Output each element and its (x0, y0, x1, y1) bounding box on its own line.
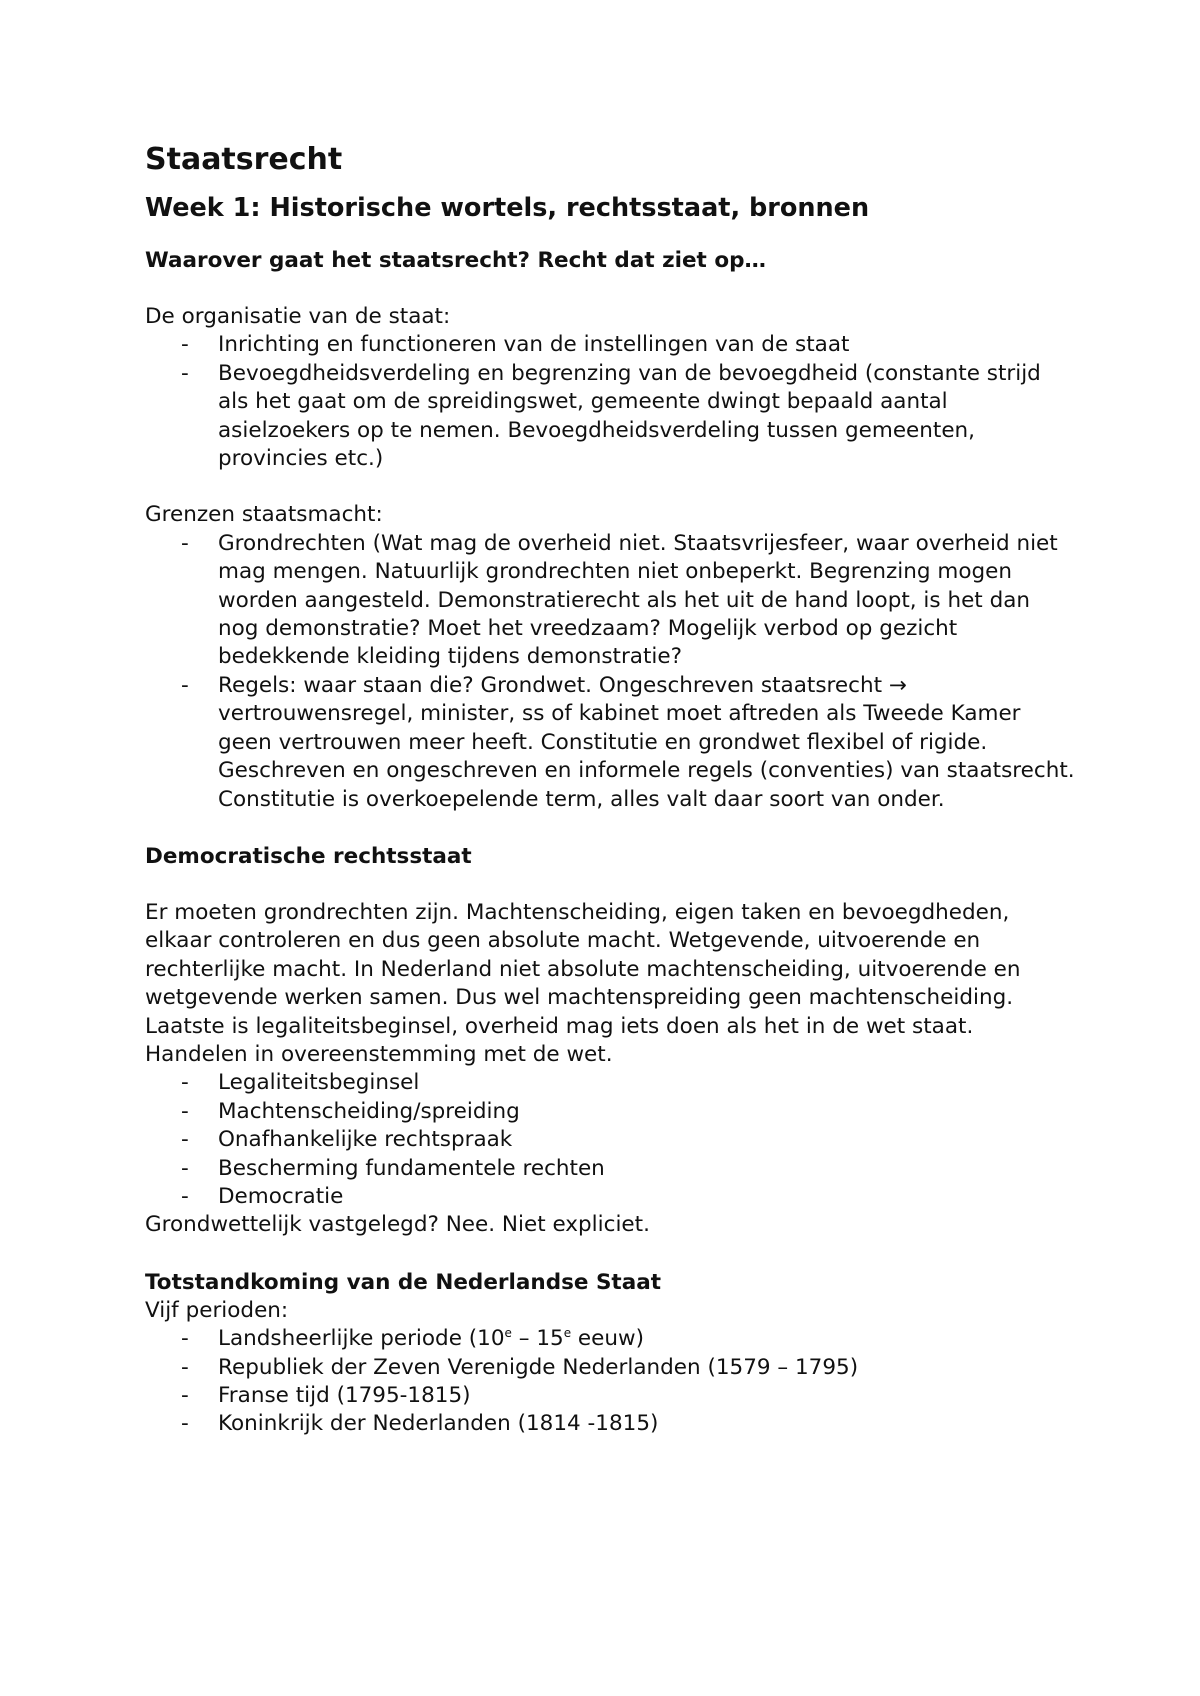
document-title: Staatsrecht (145, 142, 343, 177)
ordinal-suffix: e (504, 1326, 512, 1341)
list-item: - Bescherming fundamentele rechten (218, 1155, 1075, 1183)
limits-intro: Grenzen staatsmacht: (145, 502, 383, 528)
organisation-list (145, 331, 1075, 473)
list-item: - Republiek der Zeven Verenigde Nederlanden (1579 – 1795) (218, 1354, 1075, 1382)
organisation-intro: De organisatie van de staat: (145, 304, 451, 329)
constitution-question: Grondwettelijk vastgelegd? Nee. Niet expliciet. (145, 1212, 650, 1238)
list-item: - Onafhankelijke rechtspraak (218, 1126, 1075, 1154)
list-item: - Franse tijd (1795-1815) (218, 1382, 1075, 1410)
democratic-state-paragraph: Er moeten grondrechten zijn. Machtenscheiding, eigen taken en bevoegdheden, elkaar controleren en dus geen absolute macht. Wetgevende, uitvoerende en rechterlijke macht. In Nederland niet absolute machtenscheiding, uitvoerende en wetgevende werken samen. Dus wel machtenspreiding geen machtenscheiding. Laatste is legaliteitsbeginsel, overheid mag iets doen als het in de wet staat. Handelen in overeenstemming met de wet. (145, 899, 1021, 1067)
ordinal-suffix: e (563, 1326, 572, 1341)
list-item: - Koninkrijk der Nederlanden (1814 -1815) (218, 1410, 1075, 1438)
document-content (145, 138, 1075, 1439)
spacer (145, 871, 1075, 899)
spacer (145, 814, 1075, 842)
section-heading-formation: Totstandkoming van de Nederlandse Staat (145, 1269, 661, 1295)
spacer (145, 473, 1075, 501)
list-item: - Democratie (218, 1183, 1075, 1211)
list-item: - Machtenscheiding/spreiding (218, 1098, 1075, 1126)
limits-list (145, 530, 1075, 814)
list-item: - Bevoegdheidsverdeling en begrenzing van de bevoegdheid (constante strijd als het gaat om de spreidingswet, gemeente dwingt bepaald aantal asielzoekers op te nemen. Bevoegdheidsverdeling tussen gemeenten, provincies etc.) (218, 360, 1075, 474)
period-text: – 15 (511, 1326, 564, 1352)
list-item (218, 1325, 1075, 1353)
list-item: - Regels: waar staan die? Grondwet. Ongeschreven staatsrecht → vertrouwensregel, minister, ss of kabinet moet aftreden als Tweede Kamer geen vertrouwen meer heeft. Constitutie en grondwet flexibel of rigide. Geschreven en ongeschreven en informele regels (conventies) van staatsrecht. Constitutie is overkoepelende term, alles valt daar soort van onder. (218, 672, 1075, 814)
section-heading-scope: Waarover gaat het staatsrecht? Recht dat ziet op… (145, 248, 766, 273)
principles-list (145, 1069, 1075, 1211)
period-text: eeuw) (571, 1326, 644, 1352)
list-item: - Legaliteitsbeginsel (218, 1069, 1075, 1097)
period-text: Landsheerlijke periode (10 (218, 1326, 505, 1352)
week-heading: Week 1: Historische wortels, rechtsstaat, bronnen (145, 193, 870, 223)
periods-intro: Vijf perioden: (145, 1297, 289, 1323)
spacer (145, 275, 1075, 303)
periods-list (145, 1325, 1075, 1439)
list-item: - Inrichting en functioneren van de instellingen van de staat (218, 331, 1075, 359)
list-item: - Grondrechten (Wat mag de overheid niet. Staatsvrijesfeer, waar overheid niet mag mengen. Natuurlijk grondrechten niet onbeperkt. Begrenzing mogen worden aangesteld. Demonstratierecht als het uit de hand loopt, is het dan nog demonstratie? Moet het vreedzaam? Mogelijk verbod op gezicht bedekkende kleiding tijdens demonstratie? (218, 530, 1075, 672)
section-heading-democratic-state: Democratische rechtsstaat (145, 843, 472, 869)
spacer (145, 1240, 1075, 1268)
